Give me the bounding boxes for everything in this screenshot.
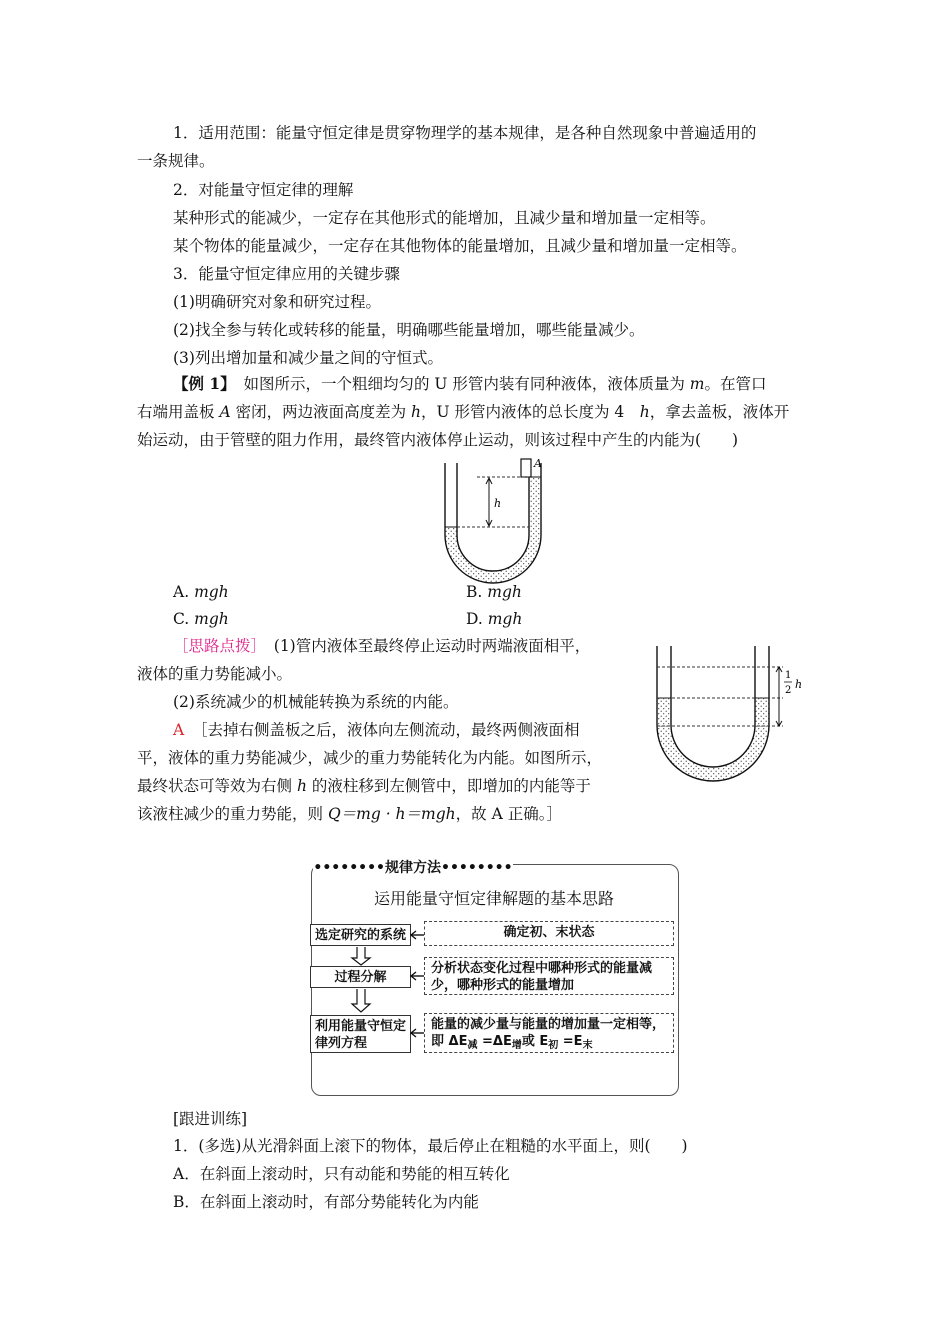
answer-line-1: A ［去掉右侧盖板之后，液体向左侧流动，最终两侧液面相: [173, 721, 580, 739]
hint-line-1: ［思路点拨］ (1)管内液体至最终停止运动时两端液面相平，: [173, 637, 591, 655]
detail-1-box: 确定初、末状态: [424, 921, 674, 946]
point-3-step-2: (2)找全参与转化或转移的能量，明确哪些能量增加，哪些能量减少。: [173, 321, 645, 339]
example-line-2: 右端用盖板 A 密闭，两边液面高度差为 h，U 形管内液体的总长度为 4 h，拿去盖板，液体开: [137, 403, 790, 421]
step-3-box: 利用能量守恒定律列方程: [310, 1015, 411, 1053]
fraction-denominator: 2: [785, 685, 792, 696]
method-header: ••••••••规律方法••••••••: [313, 857, 513, 875]
practice-tag: [跟进训练]: [173, 1110, 248, 1128]
option-a[interactable]: A. mgh: [173, 583, 229, 601]
practice-option-b[interactable]: B．在斜面上滚动时，有部分势能转化为内能: [173, 1193, 479, 1211]
hint-tag: ［思路点拨］: [173, 637, 259, 655]
method-title: 运用能量守恒定律解题的基本思路: [373, 889, 614, 908]
step-2-box: 过程分解: [310, 966, 411, 988]
step-1-box: 选定研究的系统: [310, 924, 411, 946]
hint-line-2: 液体的重力势能减小。: [137, 665, 293, 683]
option-c[interactable]: C. mgh: [173, 610, 229, 628]
answer-line-4: 该液柱减少的重力势能，则 Q＝mg · h＝mgh，故 A 正确。］: [137, 805, 562, 823]
point-3-heading: 3．能量守恒定律应用的关键步骤: [173, 265, 400, 283]
option-d[interactable]: D. mgh: [466, 610, 523, 628]
figure-h-label: h: [494, 497, 502, 510]
practice-question-1: 1．(多选)从光滑斜面上滚下的物体，最后停止在粗糙的水平面上，则( ): [173, 1137, 688, 1155]
example-tag: 【例 1】: [173, 374, 228, 393]
fraction-numerator: 1: [785, 670, 792, 681]
point-2-heading: 2．对能量守恒定律的理解: [173, 181, 354, 199]
point-1-line-2: 一条规律。: [137, 152, 215, 170]
detail-2-box: 分析状态变化过程中哪种形式的能量减少，哪种形式的能量增加: [424, 957, 674, 995]
answer-line-3: 最终状态可等效为右侧 h 的液柱移到左侧管中，即增加的内能等于: [137, 777, 591, 795]
hint-line-3: (2)系统减少的机械能转换为系统的内能。: [173, 693, 459, 711]
practice-option-a[interactable]: A．在斜面上滚动时，只有动能和势能的相互转化: [173, 1165, 510, 1183]
point-3-step-1: (1)明确研究对象和研究过程。: [173, 293, 381, 311]
u-tube-figure: [425, 455, 560, 585]
figure-lid-label: A: [534, 457, 542, 470]
point-3-step-3: (3)列出增加量和减少量之间的守恒式。: [173, 349, 443, 367]
example-line-3: 始运动，由于管壁的阻力作用，最终管内液体停止运动，则该过程中产生的内能为( ): [137, 431, 739, 449]
point-2-line-b: 某个物体的能量减少，一定存在其他物体的能量增加，且减少量和增加量一定相等。: [173, 237, 747, 255]
option-b[interactable]: B. mgh: [466, 583, 522, 601]
figure-h-label-2: h: [795, 678, 803, 691]
u-tube-final-figure: [645, 640, 820, 785]
point-2-line-a: 某种形式的能减少，一定存在其他形式的能增加，且减少量和增加量一定相等。: [173, 209, 716, 227]
detail-3-box: 能量的减少量与能量的增加量一定相等， 即 $\Delta E_减 =\Delta E_增$或 $E_初 =E_末$: [424, 1013, 674, 1053]
answer-line-2: 平，液体的重力势能减少，减少的重力势能转化为内能。如图所示，: [137, 749, 603, 767]
method-arrows: [300, 920, 430, 1060]
point-1-line-1: 1．适用范围：能量守恒定律是贯穿物理学的基本规律，是各种自然现象中普遍适用的: [173, 124, 757, 142]
example-line-1: 【例 1】 如图所示，一个粗细均匀的 U 形管内装有同种液体，液体质量为 m。在管口: [173, 374, 767, 393]
answer-letter: A: [173, 721, 185, 739]
